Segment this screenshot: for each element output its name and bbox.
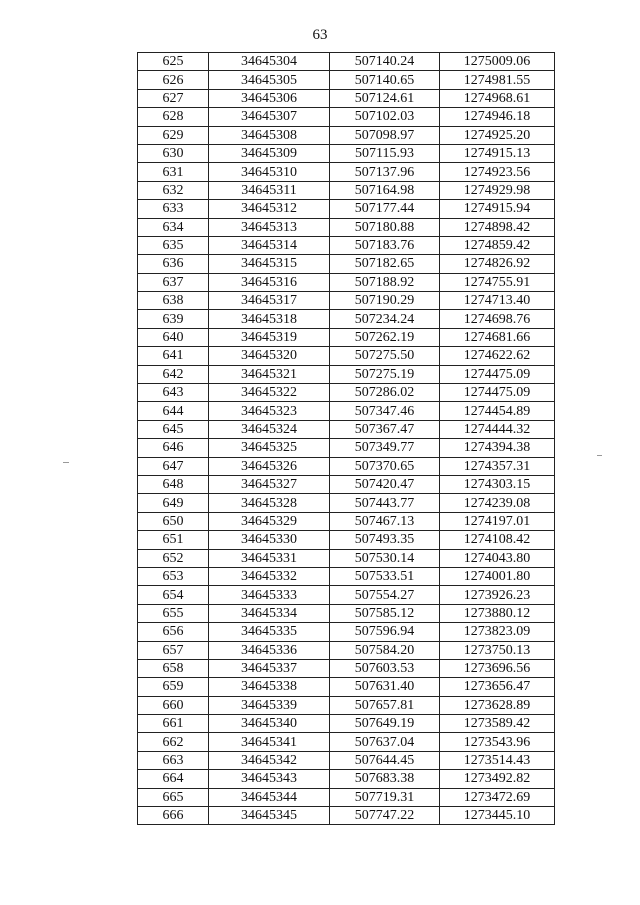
row-index-cell: 636 xyxy=(138,255,209,273)
y-coordinate-cell: 1274859.42 xyxy=(440,236,555,254)
point-id-cell: 34645325 xyxy=(209,439,330,457)
y-coordinate-cell: 1274394.38 xyxy=(440,439,555,457)
point-id-cell: 34645314 xyxy=(209,236,330,254)
y-coordinate-cell: 1274239.08 xyxy=(440,494,555,512)
point-id-cell: 34645310 xyxy=(209,163,330,181)
row-index-cell: 665 xyxy=(138,788,209,806)
point-id-cell: 34645323 xyxy=(209,402,330,420)
x-coordinate-cell: 507420.47 xyxy=(330,475,440,493)
x-coordinate-cell: 507683.38 xyxy=(330,770,440,788)
x-coordinate-cell: 507370.65 xyxy=(330,457,440,475)
x-coordinate-cell: 507182.65 xyxy=(330,255,440,273)
row-index-cell: 652 xyxy=(138,549,209,567)
coordinates-table xyxy=(137,52,555,825)
y-coordinate-cell: 1275009.06 xyxy=(440,53,555,71)
point-id-cell: 34645326 xyxy=(209,457,330,475)
table-row xyxy=(138,475,555,493)
table-row xyxy=(138,457,555,475)
row-index-cell: 625 xyxy=(138,53,209,71)
row-index-cell: 660 xyxy=(138,696,209,714)
y-coordinate-cell: 1274454.89 xyxy=(440,402,555,420)
x-coordinate-cell: 507275.19 xyxy=(330,365,440,383)
row-index-cell: 638 xyxy=(138,292,209,310)
table-row xyxy=(138,604,555,622)
point-id-cell: 34645316 xyxy=(209,273,330,291)
table-row xyxy=(138,696,555,714)
point-id-cell: 34645312 xyxy=(209,200,330,218)
x-coordinate-cell: 507530.14 xyxy=(330,549,440,567)
point-id-cell: 34645340 xyxy=(209,715,330,733)
scan-artifact-left xyxy=(63,462,69,463)
y-coordinate-cell: 1273543.96 xyxy=(440,733,555,751)
point-id-cell: 34645341 xyxy=(209,733,330,751)
y-coordinate-cell: 1273472.69 xyxy=(440,788,555,806)
point-id-cell: 34645309 xyxy=(209,144,330,162)
table-row xyxy=(138,439,555,457)
x-coordinate-cell: 507098.97 xyxy=(330,126,440,144)
table-row xyxy=(138,788,555,806)
row-index-cell: 656 xyxy=(138,623,209,641)
table-row xyxy=(138,531,555,549)
table-row xyxy=(138,586,555,604)
point-id-cell: 34645305 xyxy=(209,71,330,89)
table-row xyxy=(138,641,555,659)
x-coordinate-cell: 507140.65 xyxy=(330,71,440,89)
y-coordinate-cell: 1273514.43 xyxy=(440,751,555,769)
y-coordinate-cell: 1274946.18 xyxy=(440,108,555,126)
y-coordinate-cell: 1273589.42 xyxy=(440,715,555,733)
x-coordinate-cell: 507649.19 xyxy=(330,715,440,733)
y-coordinate-cell: 1273696.56 xyxy=(440,659,555,677)
y-coordinate-cell: 1274108.42 xyxy=(440,531,555,549)
y-coordinate-cell: 1274755.91 xyxy=(440,273,555,291)
page-number: 63 xyxy=(312,27,328,43)
point-id-cell: 34645330 xyxy=(209,531,330,549)
point-id-cell: 34645331 xyxy=(209,549,330,567)
x-coordinate-cell: 507367.47 xyxy=(330,420,440,438)
y-coordinate-cell: 1274698.76 xyxy=(440,310,555,328)
point-id-cell: 34645308 xyxy=(209,126,330,144)
y-coordinate-cell: 1274915.13 xyxy=(440,144,555,162)
table-row xyxy=(138,181,555,199)
y-coordinate-cell: 1273492.82 xyxy=(440,770,555,788)
y-coordinate-cell: 1273445.10 xyxy=(440,807,555,825)
x-coordinate-cell: 507180.88 xyxy=(330,218,440,236)
row-index-cell: 647 xyxy=(138,457,209,475)
point-id-cell: 34645335 xyxy=(209,623,330,641)
row-index-cell: 659 xyxy=(138,678,209,696)
y-coordinate-cell: 1273628.89 xyxy=(440,696,555,714)
y-coordinate-cell: 1274622.62 xyxy=(440,347,555,365)
y-coordinate-cell: 1274923.56 xyxy=(440,163,555,181)
y-coordinate-cell: 1273656.47 xyxy=(440,678,555,696)
point-id-cell: 34645322 xyxy=(209,384,330,402)
point-id-cell: 34645339 xyxy=(209,696,330,714)
row-index-cell: 630 xyxy=(138,144,209,162)
x-coordinate-cell: 507637.04 xyxy=(330,733,440,751)
x-coordinate-cell: 507262.19 xyxy=(330,328,440,346)
row-index-cell: 646 xyxy=(138,439,209,457)
row-index-cell: 650 xyxy=(138,512,209,530)
table-row xyxy=(138,384,555,402)
table-row xyxy=(138,807,555,825)
y-coordinate-cell: 1274981.55 xyxy=(440,71,555,89)
y-coordinate-cell: 1273880.12 xyxy=(440,604,555,622)
table-row xyxy=(138,126,555,144)
table-row xyxy=(138,549,555,567)
point-id-cell: 34645329 xyxy=(209,512,330,530)
row-index-cell: 640 xyxy=(138,328,209,346)
table-row xyxy=(138,163,555,181)
table-row xyxy=(138,733,555,751)
row-index-cell: 654 xyxy=(138,586,209,604)
row-index-cell: 661 xyxy=(138,715,209,733)
table-row xyxy=(138,310,555,328)
x-coordinate-cell: 507603.53 xyxy=(330,659,440,677)
table-row xyxy=(138,144,555,162)
y-coordinate-cell: 1274475.09 xyxy=(440,384,555,402)
row-index-cell: 629 xyxy=(138,126,209,144)
x-coordinate-cell: 507585.12 xyxy=(330,604,440,622)
x-coordinate-cell: 507349.77 xyxy=(330,439,440,457)
table-row xyxy=(138,236,555,254)
row-index-cell: 642 xyxy=(138,365,209,383)
row-index-cell: 663 xyxy=(138,751,209,769)
point-id-cell: 34645321 xyxy=(209,365,330,383)
point-id-cell: 34645324 xyxy=(209,420,330,438)
row-index-cell: 627 xyxy=(138,89,209,107)
y-coordinate-cell: 1274475.09 xyxy=(440,365,555,383)
row-index-cell: 666 xyxy=(138,807,209,825)
row-index-cell: 662 xyxy=(138,733,209,751)
point-id-cell: 34645328 xyxy=(209,494,330,512)
y-coordinate-cell: 1274925.20 xyxy=(440,126,555,144)
table-body xyxy=(138,53,555,825)
row-index-cell: 657 xyxy=(138,641,209,659)
row-index-cell: 633 xyxy=(138,200,209,218)
row-index-cell: 635 xyxy=(138,236,209,254)
x-coordinate-cell: 507140.24 xyxy=(330,53,440,71)
point-id-cell: 34645317 xyxy=(209,292,330,310)
point-id-cell: 34645315 xyxy=(209,255,330,273)
x-coordinate-cell: 507443.77 xyxy=(330,494,440,512)
x-coordinate-cell: 507164.98 xyxy=(330,181,440,199)
row-index-cell: 648 xyxy=(138,475,209,493)
table-row xyxy=(138,567,555,585)
point-id-cell: 34645327 xyxy=(209,475,330,493)
row-index-cell: 649 xyxy=(138,494,209,512)
table-row xyxy=(138,292,555,310)
row-index-cell: 631 xyxy=(138,163,209,181)
table-row xyxy=(138,71,555,89)
y-coordinate-cell: 1273823.09 xyxy=(440,623,555,641)
x-coordinate-cell: 507596.94 xyxy=(330,623,440,641)
table-row xyxy=(138,328,555,346)
table-row xyxy=(138,347,555,365)
x-coordinate-cell: 507177.44 xyxy=(330,200,440,218)
point-id-cell: 34645307 xyxy=(209,108,330,126)
table-row xyxy=(138,715,555,733)
x-coordinate-cell: 507554.27 xyxy=(330,586,440,604)
row-index-cell: 632 xyxy=(138,181,209,199)
y-coordinate-cell: 1273926.23 xyxy=(440,586,555,604)
point-id-cell: 34645345 xyxy=(209,807,330,825)
row-index-cell: 626 xyxy=(138,71,209,89)
x-coordinate-cell: 507747.22 xyxy=(330,807,440,825)
x-coordinate-cell: 507234.24 xyxy=(330,310,440,328)
x-coordinate-cell: 507190.29 xyxy=(330,292,440,310)
row-index-cell: 641 xyxy=(138,347,209,365)
row-index-cell: 639 xyxy=(138,310,209,328)
x-coordinate-cell: 507115.93 xyxy=(330,144,440,162)
table-row xyxy=(138,623,555,641)
point-id-cell: 34645337 xyxy=(209,659,330,677)
row-index-cell: 643 xyxy=(138,384,209,402)
y-coordinate-cell: 1274043.80 xyxy=(440,549,555,567)
row-index-cell: 628 xyxy=(138,108,209,126)
row-index-cell: 634 xyxy=(138,218,209,236)
x-coordinate-cell: 507275.50 xyxy=(330,347,440,365)
table-row xyxy=(138,751,555,769)
x-coordinate-cell: 507347.46 xyxy=(330,402,440,420)
x-coordinate-cell: 507644.45 xyxy=(330,751,440,769)
row-index-cell: 651 xyxy=(138,531,209,549)
y-coordinate-cell: 1274681.66 xyxy=(440,328,555,346)
x-coordinate-cell: 507657.81 xyxy=(330,696,440,714)
point-id-cell: 34645336 xyxy=(209,641,330,659)
table-row xyxy=(138,402,555,420)
scan-artifact-right xyxy=(597,455,602,456)
row-index-cell: 637 xyxy=(138,273,209,291)
row-index-cell: 658 xyxy=(138,659,209,677)
x-coordinate-cell: 507631.40 xyxy=(330,678,440,696)
point-id-cell: 34645343 xyxy=(209,770,330,788)
x-coordinate-cell: 507286.02 xyxy=(330,384,440,402)
table-row xyxy=(138,512,555,530)
x-coordinate-cell: 507188.92 xyxy=(330,273,440,291)
table-row xyxy=(138,770,555,788)
table-row xyxy=(138,494,555,512)
table-row xyxy=(138,53,555,71)
point-id-cell: 34645318 xyxy=(209,310,330,328)
x-coordinate-cell: 507183.76 xyxy=(330,236,440,254)
row-index-cell: 644 xyxy=(138,402,209,420)
y-coordinate-cell: 1274444.32 xyxy=(440,420,555,438)
point-id-cell: 34645306 xyxy=(209,89,330,107)
y-coordinate-cell: 1274898.42 xyxy=(440,218,555,236)
x-coordinate-cell: 507102.03 xyxy=(330,108,440,126)
table-row xyxy=(138,678,555,696)
x-coordinate-cell: 507533.51 xyxy=(330,567,440,585)
y-coordinate-cell: 1274929.98 xyxy=(440,181,555,199)
y-coordinate-cell: 1273750.13 xyxy=(440,641,555,659)
table-row xyxy=(138,659,555,677)
table-row xyxy=(138,200,555,218)
y-coordinate-cell: 1274001.80 xyxy=(440,567,555,585)
y-coordinate-cell: 1274915.94 xyxy=(440,200,555,218)
y-coordinate-cell: 1274713.40 xyxy=(440,292,555,310)
row-index-cell: 655 xyxy=(138,604,209,622)
y-coordinate-cell: 1274303.15 xyxy=(440,475,555,493)
point-id-cell: 34645311 xyxy=(209,181,330,199)
table-row xyxy=(138,365,555,383)
row-index-cell: 653 xyxy=(138,567,209,585)
row-index-cell: 645 xyxy=(138,420,209,438)
x-coordinate-cell: 507493.35 xyxy=(330,531,440,549)
table-row xyxy=(138,255,555,273)
point-id-cell: 34645344 xyxy=(209,788,330,806)
table-row xyxy=(138,420,555,438)
point-id-cell: 34645332 xyxy=(209,567,330,585)
point-id-cell: 34645313 xyxy=(209,218,330,236)
x-coordinate-cell: 507467.13 xyxy=(330,512,440,530)
point-id-cell: 34645342 xyxy=(209,751,330,769)
x-coordinate-cell: 507137.96 xyxy=(330,163,440,181)
row-index-cell: 664 xyxy=(138,770,209,788)
point-id-cell: 34645320 xyxy=(209,347,330,365)
y-coordinate-cell: 1274357.31 xyxy=(440,457,555,475)
x-coordinate-cell: 507584.20 xyxy=(330,641,440,659)
point-id-cell: 34645319 xyxy=(209,328,330,346)
point-id-cell: 34645338 xyxy=(209,678,330,696)
x-coordinate-cell: 507719.31 xyxy=(330,788,440,806)
table-row xyxy=(138,108,555,126)
point-id-cell: 34645333 xyxy=(209,586,330,604)
table-row xyxy=(138,273,555,291)
x-coordinate-cell: 507124.61 xyxy=(330,89,440,107)
y-coordinate-cell: 1274968.61 xyxy=(440,89,555,107)
y-coordinate-cell: 1274197.01 xyxy=(440,512,555,530)
y-coordinate-cell: 1274826.92 xyxy=(440,255,555,273)
table-row xyxy=(138,218,555,236)
table-row xyxy=(138,89,555,107)
point-id-cell: 34645304 xyxy=(209,53,330,71)
point-id-cell: 34645334 xyxy=(209,604,330,622)
